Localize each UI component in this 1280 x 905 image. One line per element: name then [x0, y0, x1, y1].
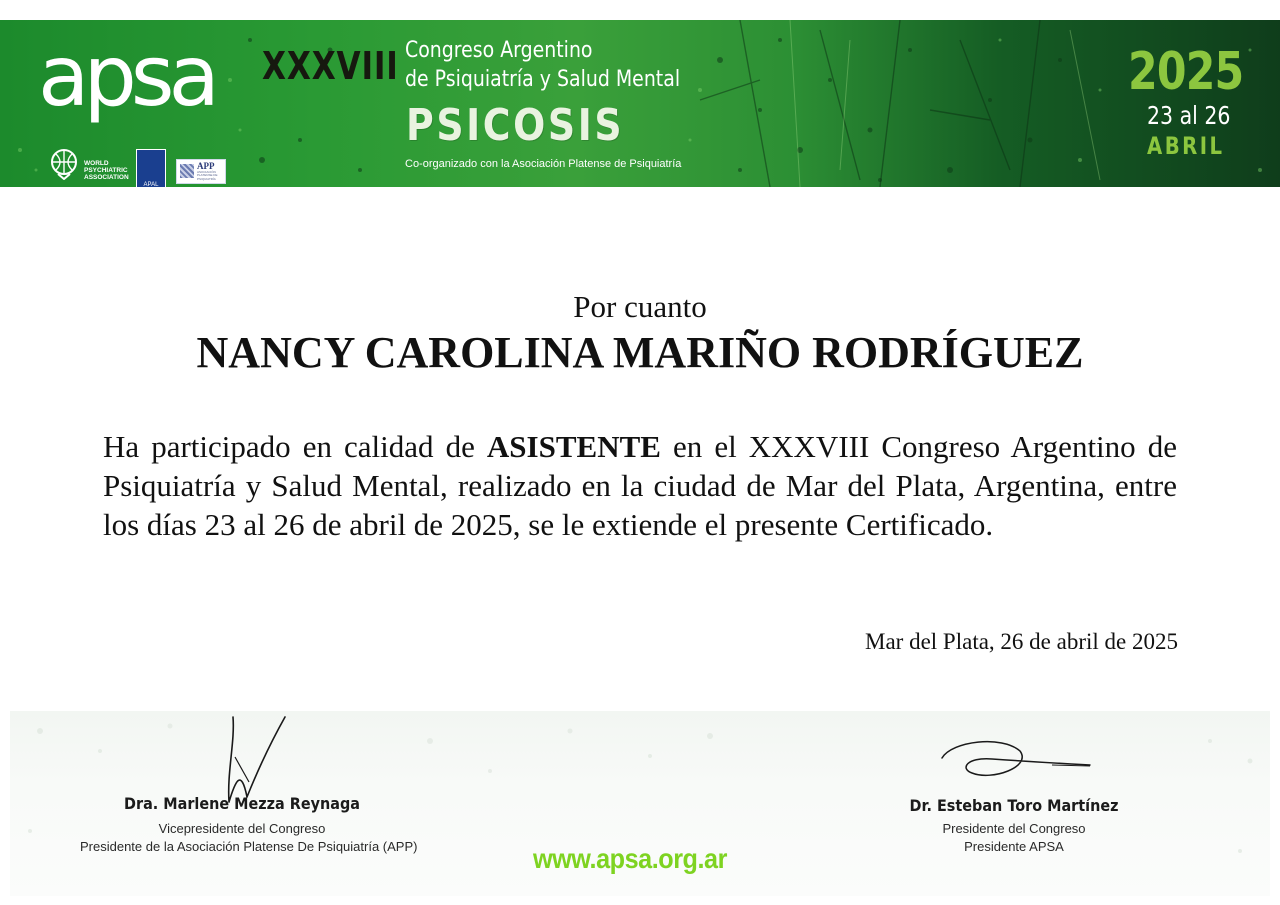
- wpa-globe-icon: [48, 148, 80, 180]
- recipient-name: NANCY CAROLINA MARIÑO RODRÍGUEZ: [196, 328, 1084, 377]
- left-signer-name: Dra. Marlene Mezza Reynaga: [124, 794, 360, 813]
- left-signature: [205, 712, 295, 807]
- congress-edition: XXXVIII: [262, 44, 399, 88]
- congress-title-line2: de Psiquiatría y Salud Mental: [405, 67, 681, 92]
- right-signature: [932, 733, 1097, 783]
- coorganized-note: Co-organizado con la Asociación Platense de Psiquiatría: [405, 158, 682, 170]
- website-link[interactable]: www.apsa.org.ar: [533, 843, 727, 874]
- statement-before: Ha participado en calidad de: [103, 429, 487, 464]
- left-signer-role: Vicepresidente del Congreso Presidente de la Asociación Platense De Psiquiatría (APP): [80, 821, 418, 854]
- right-signer-name: Dr. Esteban Toro Martínez: [909, 796, 1119, 815]
- app-logo: APP ASOCIACIÓN PLATENSE DE PSIQUIATRÍA: [176, 159, 226, 184]
- congress-month: ABRIL: [1147, 132, 1225, 160]
- congress-year: 2025: [1128, 42, 1244, 102]
- congress-title-line1: Congreso Argentino: [405, 38, 593, 63]
- certificate-statement: [103, 427, 1177, 544]
- wpa-logo-text: WORLD PSYCHIATRIC ASSOCIATION: [84, 160, 129, 181]
- congress-banner: [0, 20, 1280, 187]
- certificate-intro: Por cuanto: [573, 289, 707, 324]
- apsa-logo: apsa: [38, 27, 215, 125]
- participation-role: ASISTENTE: [486, 429, 661, 464]
- statement-after: en el XXXVIII Congreso Argentino de Psiquiatría y Salud Mental, realizado en la ciudad de Mar del Plata, Argentina, entre los días 23 al 26 de abril de 2025, se le extiende el presente Certificado.: [103, 429, 1177, 542]
- congress-dates: 23 al 26: [1147, 101, 1231, 130]
- place-and-date: Mar del Plata, 26 de abril de 2025: [865, 629, 1178, 654]
- right-signer-role: Presidente del Congreso Presidente APSA: [942, 821, 1086, 854]
- apal-logo: APAL: [136, 149, 166, 187]
- congress-theme: PSICOSIS: [406, 100, 625, 151]
- app-mark-icon: [180, 164, 194, 178]
